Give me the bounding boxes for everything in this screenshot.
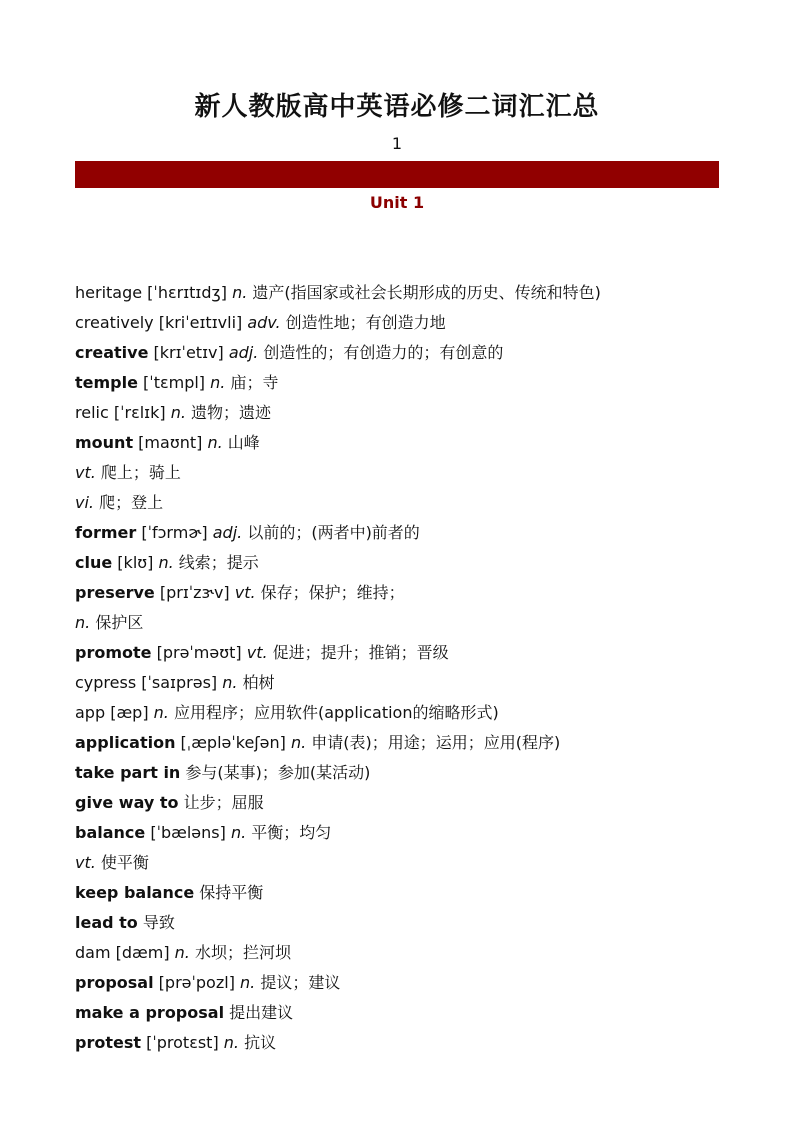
vocab-part-of-speech: n. — [232, 283, 248, 302]
vocab-word: take part in — [75, 763, 181, 782]
vocab-word: make a proposal — [75, 1003, 225, 1022]
vocab-definition: 爬；登上 — [94, 493, 164, 512]
vocab-definition: 水坝；拦河坝 — [189, 943, 291, 962]
vocab-entry — [75, 848, 735, 878]
vocab-phonetic: [ˌæpləˈkeʃən] — [175, 733, 291, 752]
vocab-part-of-speech: n. — [170, 403, 186, 422]
vocab-definition: 保存；保护；维持； — [255, 583, 405, 602]
vocab-phonetic: [prəˈpozl] — [153, 973, 241, 992]
vocab-word: relic — [75, 403, 109, 422]
vocab-entry — [75, 608, 735, 638]
vocab-part-of-speech: vi. — [75, 493, 94, 512]
vocab-entry — [75, 938, 735, 968]
header-divider-bar — [75, 161, 719, 188]
vocab-definition: 遗物；遗迹 — [185, 403, 272, 422]
vocab-part-of-speech: vt. — [234, 583, 256, 602]
vocab-entry — [75, 488, 735, 518]
vocab-phonetic: [ˈhɛrɪtɪdʒ] — [142, 283, 233, 302]
vocab-phonetic: [kriˈeɪtɪvli] — [153, 313, 248, 332]
vocab-entry — [75, 1028, 735, 1058]
vocab-phonetic: [ˈrɛlɪk] — [108, 403, 171, 422]
vocab-entry — [75, 518, 735, 548]
vocab-part-of-speech: n. — [207, 433, 223, 452]
vocab-entry — [75, 758, 735, 788]
vocab-part-of-speech: adv. — [247, 313, 281, 332]
vocab-definition: 应用程序；应用软件(application的缩略形式) — [168, 703, 499, 722]
vocab-word: heritage — [75, 283, 143, 302]
vocab-definition: 抗议 — [239, 1033, 277, 1052]
vocab-entry — [75, 878, 735, 908]
vocab-entry — [75, 398, 735, 428]
vocab-part-of-speech: n. — [230, 823, 247, 842]
vocab-word: former — [75, 523, 137, 542]
vocab-entry — [75, 818, 735, 848]
vocab-word: preserve — [75, 583, 155, 602]
vocab-word: protest — [75, 1033, 142, 1052]
vocab-word: promote — [75, 643, 152, 662]
vocab-entry — [75, 368, 735, 398]
vocab-part-of-speech: n. — [158, 553, 174, 572]
vocab-entry — [75, 668, 735, 698]
vocab-word: lead to — [75, 913, 138, 932]
vocab-entry — [75, 698, 735, 728]
vocab-entry — [75, 728, 735, 758]
vocab-word: creatively — [75, 313, 154, 332]
vocab-definition: 促进；提升；推销；晋级 — [267, 643, 449, 662]
vocab-part-of-speech: n. — [174, 943, 190, 962]
vocab-definition: 创造性的；有创造力的；有创意的 — [258, 343, 504, 362]
vocab-part-of-speech: vt. — [246, 643, 268, 662]
vocab-part-of-speech: vt. — [75, 463, 96, 482]
vocab-phonetic: [maʊnt] — [133, 433, 208, 452]
vocab-definition: 遗产(指国家或社会长期形成的历史、传统和特色) — [247, 283, 601, 302]
vocab-definition: 导致 — [142, 913, 175, 932]
vocab-definition: 以前的；(两者中)前者的 — [242, 523, 420, 542]
vocab-part-of-speech: n. — [240, 973, 256, 992]
vocab-phonetic: [prəˈməʊt] — [151, 643, 247, 662]
vocab-entry — [75, 908, 735, 938]
vocab-part-of-speech: n. — [210, 373, 226, 392]
vocab-phonetic: [dæm] — [110, 943, 175, 962]
vocab-word: dam — [75, 943, 111, 962]
vocab-entry — [75, 638, 735, 668]
vocab-part-of-speech: n. — [222, 673, 238, 692]
vocab-entry — [75, 428, 735, 458]
vocab-definition: 让步；屈服 — [183, 793, 264, 812]
vocabulary-list — [75, 278, 735, 1058]
vocab-word: keep balance — [75, 883, 195, 902]
vocab-phonetic: [krɪˈetɪv] — [148, 343, 229, 362]
vocab-phonetic: [ˈprotɛst] — [141, 1033, 224, 1052]
vocab-definition: 申请(表)；用途；运用；应用(程序) — [306, 733, 561, 752]
vocab-word: creative — [75, 343, 149, 362]
vocab-entry — [75, 338, 735, 368]
vocab-word: proposal — [75, 973, 154, 992]
vocab-entry — [75, 998, 735, 1028]
vocab-entry — [75, 578, 735, 608]
vocab-definition: 柏树 — [237, 673, 275, 692]
vocab-phonetic: [ˈsaɪprəs] — [136, 673, 223, 692]
vocab-part-of-speech: vt. — [75, 853, 96, 872]
vocab-phonetic: [ˈtɛmpl] — [137, 373, 211, 392]
vocab-definition: 保持平衡 — [199, 883, 264, 902]
vocab-phonetic: [prɪˈzɝv] — [154, 583, 235, 602]
vocab-entry — [75, 788, 735, 818]
vocab-part-of-speech: adj. — [212, 523, 243, 542]
vocab-phonetic: [klʊ] — [112, 553, 159, 572]
vocab-definition: 提出建议 — [229, 1003, 294, 1022]
vocab-word: balance — [75, 823, 146, 842]
vocab-entry — [75, 308, 735, 338]
vocab-word: give way to — [75, 793, 179, 812]
vocab-definition: 保护区 — [90, 613, 144, 632]
vocab-definition: 平衡；均匀 — [246, 823, 332, 842]
vocab-definition: 山峰 — [222, 433, 260, 452]
vocab-entry — [75, 548, 735, 578]
page-number: 1 — [391, 134, 403, 153]
vocab-word: cypress — [75, 673, 137, 692]
vocab-phonetic: [ˈbæləns] — [145, 823, 231, 842]
vocab-phonetic: [ˈfɔrmɚ] — [136, 523, 213, 542]
vocab-part-of-speech: n. — [75, 613, 91, 632]
vocab-phonetic: [æp] — [105, 703, 154, 722]
vocab-definition: 爬上；骑上 — [95, 463, 181, 482]
document-title: 新人教版高中英语必修二词汇汇总 — [194, 92, 600, 122]
vocab-entry — [75, 968, 735, 998]
vocab-word: temple — [75, 373, 138, 392]
unit-heading: Unit 1 — [369, 193, 425, 212]
vocab-entry — [75, 278, 735, 308]
vocab-definition: 线索；提示 — [173, 553, 259, 572]
vocab-word: application — [75, 733, 176, 752]
vocab-definition: 创造性地；有创造力地 — [280, 313, 446, 332]
vocab-word: app — [75, 703, 106, 722]
vocab-word: clue — [75, 553, 113, 572]
vocab-definition: 参与(某事)；参加(某活动) — [185, 763, 371, 782]
vocab-part-of-speech: n. — [153, 703, 169, 722]
vocab-part-of-speech: n. — [290, 733, 307, 752]
vocab-definition: 使平衡 — [95, 853, 149, 872]
vocab-part-of-speech: adj. — [228, 343, 259, 362]
vocab-definition: 提议；建议 — [255, 973, 341, 992]
vocab-word: mount — [75, 433, 134, 452]
vocab-part-of-speech: n. — [223, 1033, 240, 1052]
vocab-definition: 庙；寺 — [225, 373, 279, 392]
vocab-entry — [75, 458, 735, 488]
